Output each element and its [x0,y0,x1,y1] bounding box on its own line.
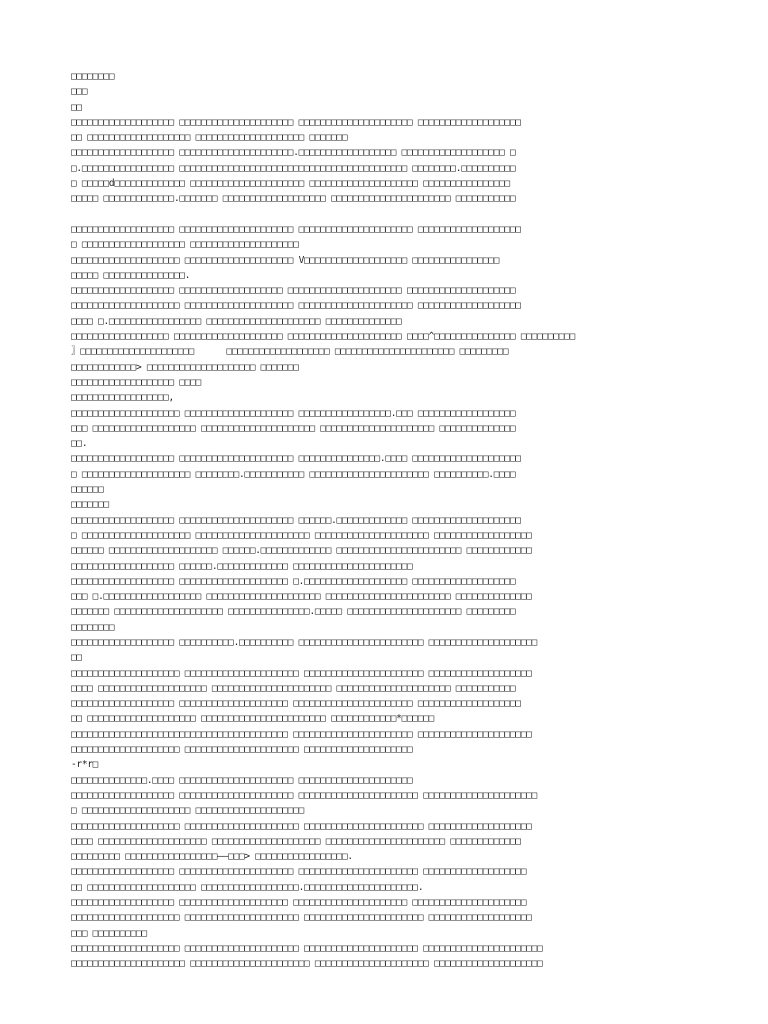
text-line: □□ □□□□□□□□□□□□□□□□□□□□ □□□□□□□□□□□□□□□□□□□□□□□ □□□□□□□□□□□□*□□□□□□ [71,713,435,725]
text-line: □□ [71,652,82,664]
text-line: □□□□□□□□□□□□□□□□□□□ □□□□□□□□□□.□□□□□□□□□□ □□□□□□□□□□□□□□□□□□□□□□□ □□□□□□□□□□□□□□□□□□□□ [71,636,538,648]
text-line: □□□□□□□□□□□□□□□□□□□□ □□□□□□□□□□□□□□□□□□□□□ □□□□□□□□□□□□□□□□□□□□□ □□□□□□□□□□□□□□□□□□□□□□ [71,942,543,954]
text-line: □□□□□□□□□□□□□□□□□□□ □□□□□□□□□□□□□□□□□□□□ □.□□□□□□□□□□□□□□□□□□□ □□□□□□□□□□□□□□□□□□□ [71,575,516,587]
text-line: □□□□□□□□□□□□□□□□□□□ □□□□□□□□□□□□□□□□□□□□□ □□□□□□□□□□□□□□□□□□□□□□ □□□□□□□□□□□□□□□□□□□□□ [71,789,538,801]
text-line: □□□□□□□□□ □□□□□□□□□□□□□□□□□——□□□> □□□□□□□□□□□□□□□□□. [71,851,353,863]
text-line: □□□□□□□□□□□□□□□□□□□ □□□□□□□□□□□□□□□□□□□□□ □□□□□□□□□□□□□□□□□□□□□ □□□□□□□□□□□□□□□□□□□ [71,223,521,235]
text-line: □ □□□□□d□□□□□□□□□□□□□ □□□□□□□□□□□□□□□□□□□□□ □□□□□□□□□□□□□□□□□□□□ □□□□□□□□□□□□□□□□ [71,178,510,190]
text-line: □□□ □□□□□□□□□□ [71,927,147,939]
text-line: □□□□□□ [71,484,104,496]
text-line: □□□□□□□□□□□□□□□□□□□□ □□□□□□□□□□□□□□□□□□□□ V□□□□□□□□□□□□□□□□□□□ □□□□□□□□□□□□□□□□ [71,254,500,266]
text-line: □ □□□□□□□□□□□□□□□□□□□ □□□□□□□□□□□□□□□□□□□□ [71,239,299,251]
text-line: □□□□□□□□□□□□□□□□□□□ □□□□□□.□□□□□□□□□□□□□ □□□□□□□□□□□□□□□□□□□□□□ [71,560,413,572]
text-line: □□□□□□ □□□□□□□□□□□□□□□□□□□□ □□□□□□.□□□□□□□□□□□□□ □□□□□□□□□□□□□□□□□□□□□□□ □□□□□□□□□□□□ [71,545,532,557]
text-line: □ □□□□□□□□□□□□□□□□□□□□ □□□□□□□□□□□□□□□□□□□□□ □□□□□□□□□□□□□□□□□□□□□ □□□□□□□□□□□□□□□□□□ [71,529,532,541]
text-line: □□□□□□□□□□□□□□□□□□□□ □□□□□□□□□□□□□□□□□□□□□ □□□□□□□□□□□□□□□□□□□□ [71,744,413,756]
text-line: □□□□□□□□□□□□□□□□□□□□ □□□□□□□□□□□□□□□□□□□□□ □□□□□□□□□□□□□□□□□□□□□□ □□□□□□□□□□□□□□□□□□□ [71,667,532,679]
text-line: □□□□□□□□□□□□□□.□□□□ □□□□□□□□□□□□□□□□□□□□□ □□□□□□□□□□□□□□□□□□□□□ [71,774,413,786]
text-line: □□□□□□□□□□□□□□□□□□□□□□□□□□□□□□□□□□□□□□□□ □□□□□□□□□□□□□□□□□□□□□□ □□□□□□□□□□□□□□□□□□□□□ [71,728,532,740]
text-line: □□□□□□□□□□□□□□□□□□, [71,392,174,404]
text-line: □□□□□□□□□□□□□□□□□□□ □□□□□□□□□□□□□□□□□□□□□ □□□□□□□□□□□□□□□□□□□□□□ □□□□□□□□□□□□□□□□□□□ [71,866,527,878]
text-line: □□□□□□□□□□□□□□□□□□□ □□□□ [71,376,202,388]
text-line: □□□□□□□ [71,499,109,511]
text-line: □□□□□□□□□□□□□□□□□□□□□ □□□□□□□□□□□□□□□□□□□□□□ □□□□□□□□□□□□□□□□□□□□□ □□□□□□□□□□□□□□□□□□□□ [71,958,543,970]
text-line: □□□□□□□□□□□□□□□□□□□□ □□□□□□□□□□□□□□□□□□□□ □□□□□□□□□□□□□□□□□□□□□ □□□□□□□□□□□□□□□□□□□ [71,300,521,312]
text-line: □□. [71,438,88,450]
text-line: □.□□□□□□□□□□□□□□□□□ □□□□□□□□□□□□□□□□□□□□□□□□□□□□□□□□□□□□□□□□□□ □□□□□□□□.□□□□□□□□□□ [71,162,516,174]
paragraph-gap [71,207,768,222]
text-line: □ □□□□□□□□□□□□□□□□□□□□ □□□□□□□□.□□□□□□□□□□□ □□□□□□□□□□□□□□□□□□□□□□ □□□□□□□□□□.□□□□ [71,468,516,480]
text-line: □□□□□□□□□□□□> □□□□□□□□□□□□□□□□□□□□ □□□□□□□ [71,361,299,373]
text-line: □□ □□□□□□□□□□□□□□□□□□□ □□□□□□□□□□□□□□□□□□□□ □□□□□□□ [71,132,348,144]
text-line: □□□□□□□□□□□□□□□□□□□ □□□□□□□□□□□□□□□□□□□□□ □□□□□□.□□□□□□□□□□□□□ □□□□□□□□□□□□□□□□□□□□ [71,514,521,526]
text-line: □□□□ □□□□□□□□□□□□□□□□□□□□ □□□□□□□□□□□□□□□□□□□□ □□□□□□□□□□□□□□□□□□□□□□ □□□□□□□□□□□□□ [71,835,521,847]
text-line: □□□□□□□□□□□□□□□□□□□□ □□□□□□□□□□□□□□□□□□□□ □□□□□□□□□□□□□□□□□.□□□ □□□□□□□□□□□□□□□□□□ [71,407,516,419]
text-line: 〗□□□□□□□□□□□□□□□□□□□□□ □□□□□□□□□□□□□□□□□□□ □□□□□□□□□□□□□□□□□□□□□□ □□□□□□□□□ [71,346,509,358]
text-line: -r*r□ [71,759,99,771]
text-line: □□□□□ □□□□□□□□□□□□□.□□□□□□□ □□□□□□□□□□□□□□□□□□□ □□□□□□□□□□□□□□□□□□□□□□ □□□□□□□□□□□ [71,193,516,205]
text-line: □□□□□□□□□□□□□□□□□□□ □□□□□□□□□□□□□□□□□□□□□.□□□□□□□□□□□□□□□□□□ □□□□□□□□□□□□□□□□□□□ □ [71,147,516,159]
text-line: □□□□□□□□□□□□□□□□□□□ □□□□□□□□□□□□□□□□□□□□□ □□□□□□□□□□□□□□□.□□□□ □□□□□□□□□□□□□□□□□□□□ [71,453,521,465]
text-line: □□□ □.□□□□□□□□□□□□□□□□□□ □□□□□□□□□□□□□□□□□□□□□ □□□□□□□□□□□□□□□□□□□□□□□ □□□□□□□□□□□□□□ [71,591,532,603]
text-line: □□□□□□□□□□□□□□□□□□□ □□□□□□□□□□□□□□□□□□□□ □□□□□□□□□□□□□□□□□□□□□□ □□□□□□□□□□□□□□□□□□□ [71,698,521,710]
text-line: □□□□□□□□□□□□□□□□□□□ □□□□□□□□□□□□□□□□□□□□ □□□□□□□□□□□□□□□□□□□□□ □□□□□□□□□□□□□□□□□□□□□ [71,897,527,909]
text-line: □□□□□□□□ [71,71,115,82]
text-line: □□ [71,101,82,113]
document-page [71,69,768,1009]
text-line: □□□□□□□□□□□□□□□□□□□□ □□□□□□□□□□□□□□□□□□□□□ □□□□□□□□□□□□□□□□□□□□□□ □□□□□□□□□□□□□□□□□□□ [71,820,532,832]
text-line: □□□□ □.□□□□□□□□□□□□□□□□□ □□□□□□□□□□□□□□□□□□□□□ □□□□□□□□□□□□□□ [71,315,402,327]
text-line: □□□□□□□□□□□□□□□□□□□ □□□□□□□□□□□□□□□□□□□ □□□□□□□□□□□□□□□□□□□□□ □□□□□□□□□□□□□□□□□□□□ [71,285,516,297]
text-line: □□□□□□□□ [71,621,115,633]
text-line: □□□□□□□□□□□□□□□□□□□ □□□□□□□□□□□□□□□□□□□□□ □□□□□□□□□□□□□□□□□□□□□ □□□□□□□□□□□□□□□□□□□ [71,116,521,128]
text-line: □□□□□□□□□□□□□□□□□□ □□□□□□□□□□□□□□□□□□□□ □□□□□□□□□□□□□□□□□□□□□ □□□□^□□□□□□□□□□□□□□□ □□□□□□□□□□ [71,331,576,343]
text-line: □□□ [71,86,88,98]
text-line: □□ □□□□□□□□□□□□□□□□□□□□ □□□□□□□□□□□□□□□□□□.□□□□□□□□□□□□□□□□□□□□□. [71,881,424,893]
text-line: □□□□□□□□□□□□□□□□□□□□ □□□□□□□□□□□□□□□□□□□□□ □□□□□□□□□□□□□□□□□□□□□□ □□□□□□□□□□□□□□□□□□□ [71,912,532,924]
text-line: □ □□□□□□□□□□□□□□□□□□□□ □□□□□□□□□□□□□□□□□□□□ [71,805,305,817]
text-line: □□□ □□□□□□□□□□□□□□□□□□□ □□□□□□□□□□□□□□□□□□□□□ □□□□□□□□□□□□□□□□□□□□□ □□□□□□□□□□□□□□ [71,422,516,434]
text-line: □□□□ □□□□□□□□□□□□□□□□□□□□ □□□□□□□□□□□□□□□□□□□□□□ □□□□□□□□□□□□□□□□□□□□□ □□□□□□□□□□□ [71,682,516,694]
text-line: □□□□□ □□□□□□□□□□□□□□□. [71,269,191,281]
text-line: □□□□□□□ □□□□□□□□□□□□□□□□□□□□ □□□□□□□□□□□□□□□.□□□□□ □□□□□□□□□□□□□□□□□□□□□ □□□□□□□□□ [71,606,516,618]
